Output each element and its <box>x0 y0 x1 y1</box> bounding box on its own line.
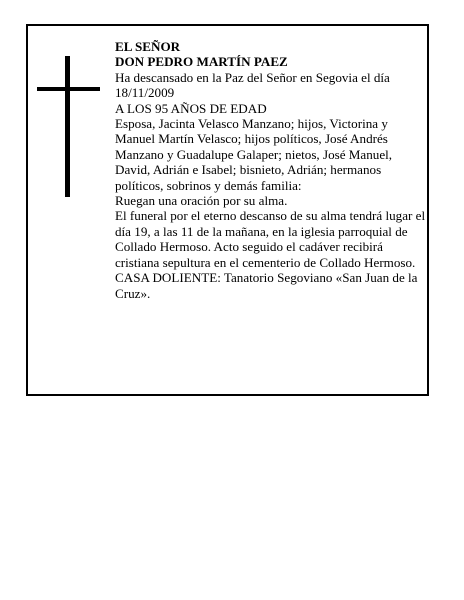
family-list: Esposa, Jacinta Velasco Manzano; hijos, Victorina y Manuel Martín Velasco; hijos políticos, José Andrés Manzano y Guadalupe Galaper; nietos, José Manuel, David, Adrián e Isabel; bisnieto, Adrián; hermanos políticos, sobrinos y demás familia: <box>115 116 393 193</box>
obituary-notice <box>26 24 429 396</box>
cross-horizontal-bar <box>37 87 100 91</box>
death-announcement: Ha descansado en la Paz del Señor en Segovia el día 18/11/2009 <box>115 69 390 101</box>
cross-vertical-bar <box>65 56 70 197</box>
mourning-house: CASA DOLIENTE: Tanatorio Segoviano «San Juan de la Cruz». <box>115 270 418 301</box>
funeral-details: El funeral por el eterno descanso de su alma tendrá lugar el día 19, a las 11 de la mañana, en la iglesia parroquial de Collado Hermoso. Acto seguido el cadáver recibirá cristiana sepultura en el cementerio de Collado Hermoso. <box>115 208 426 270</box>
age-at-death: A LOS 95 AÑOS DE EDAD <box>115 100 267 116</box>
deceased-name: DON PEDRO MARTÍN PAEZ <box>115 54 288 70</box>
prayer-request: Ruegan una oración por su alma. <box>115 193 288 209</box>
obituary-text <box>115 39 427 301</box>
title-line-1: EL SEÑOR <box>115 39 181 54</box>
